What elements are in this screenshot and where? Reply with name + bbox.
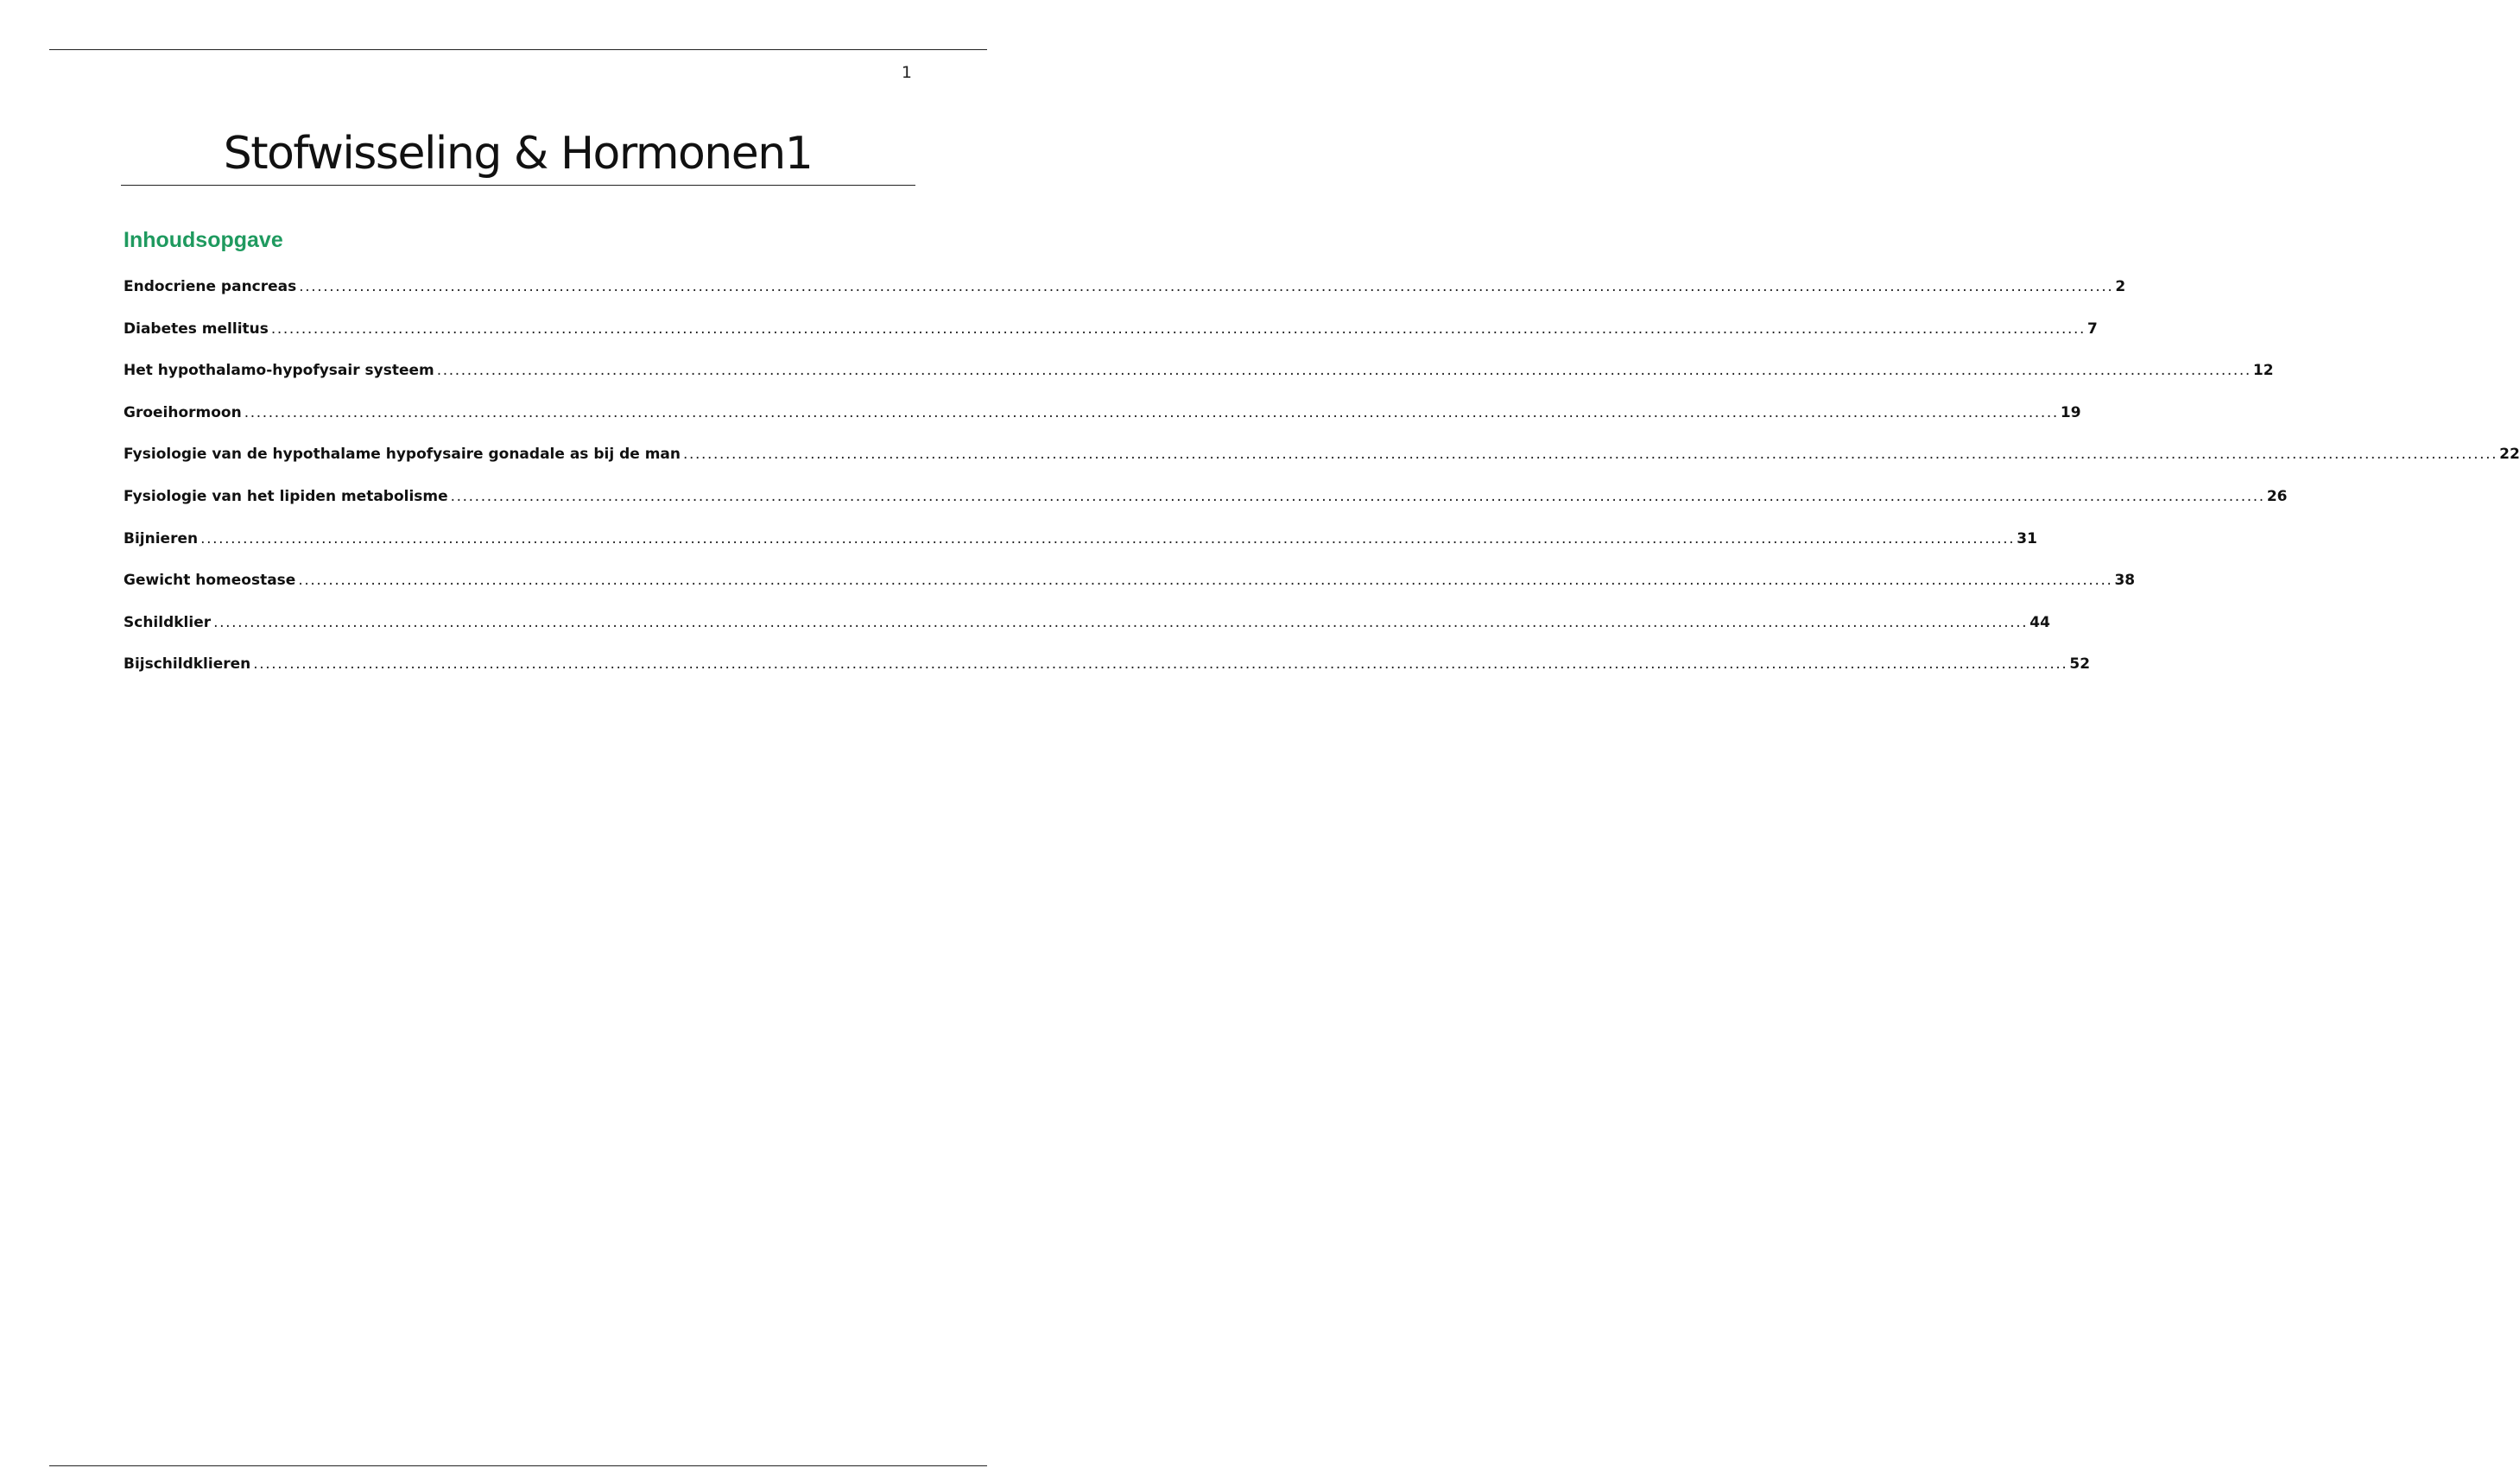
toc-entry-hypothalamo-hypofysair-systeem[interactable]: [123, 362, 2274, 383]
footer-rule: [49, 1465, 987, 1466]
toc-entry-page: 7: [2087, 320, 2098, 338]
toc-entry-label: Bijschildklieren: [123, 655, 251, 674]
toc-entry-bijnieren[interactable]: [123, 529, 2037, 551]
toc-entry-diabetes-mellitus[interactable]: [123, 320, 2098, 341]
toc-heading: Inhoudsopgave: [123, 228, 283, 252]
toc-entry-page: 26: [2266, 487, 2288, 505]
toc-dot-leader: ............................................................................................................................................................................................................................................................................................................: [270, 320, 2086, 338]
toc-entry-schildklier[interactable]: [123, 613, 2050, 635]
title-underline: [121, 185, 915, 186]
toc-entry-gewicht-homeostase[interactable]: [123, 572, 2136, 592]
header-rule: [49, 49, 987, 50]
toc-entry-label: Endocriene pancreas: [123, 278, 297, 295]
toc-entry-label: Schildklier: [123, 613, 212, 631]
toc-entry-page: 12: [2252, 362, 2274, 380]
toc-entry-page: 2: [2115, 278, 2126, 295]
document-title: Stofwisseling & Hormonen1: [223, 128, 813, 180]
toc-dot-leader: ............................................................................................................................................................................................................................................................................................................: [213, 613, 2029, 631]
toc-dot-leader: ............................................................................................................................................................................................................................................................................................................: [200, 529, 2016, 547]
toc-entry-label: Diabetes mellitus: [123, 320, 269, 338]
toc-entry-label: Bijnieren: [123, 529, 199, 547]
toc-entry-label: Fysiologie van de hypothalame hypofysaire gonadale as bij de man: [123, 446, 681, 464]
toc-entry-page: 44: [2029, 613, 2050, 631]
toc-entry-label: Gewicht homeostase: [123, 572, 296, 590]
toc-dot-leader: ............................................................................................................................................................................................................................................................................................................: [244, 403, 2059, 421]
toc-entry-page: 19: [2060, 403, 2081, 421]
toc-dot-leader: ............................................................................................................................................................................................................................................................................................................: [682, 446, 2498, 464]
toc-entry-page: 38: [2114, 572, 2136, 590]
toc-dot-leader: ............................................................................................................................................................................................................................................................................................................: [299, 278, 2114, 295]
toc-entry-lipiden-metabolisme[interactable]: [123, 487, 2288, 509]
toc-entry-page: 31: [2017, 529, 2037, 547]
toc-dot-leader: ............................................................................................................................................................................................................................................................................................................: [436, 362, 2251, 380]
toc-entry-page: 52: [2069, 655, 2091, 674]
toc-dot-leader: ............................................................................................................................................................................................................................................................................................................: [298, 572, 2113, 590]
toc-entry-page: 22: [2499, 446, 2520, 464]
toc-dot-leader: ............................................................................................................................................................................................................................................................................................................: [450, 487, 2265, 505]
toc-entry-groeihormoon[interactable]: [123, 403, 2081, 425]
toc-dot-leader: ............................................................................................................................................................................................................................................................................................................: [253, 655, 2068, 674]
toc-entry-gonadale-as[interactable]: [123, 446, 2520, 466]
table-of-contents: [123, 278, 2520, 698]
toc-entry-label: Fysiologie van het lipiden metabolisme: [123, 487, 448, 505]
toc-entry-label: Groeihormoon: [123, 403, 242, 421]
page-number: 1: [901, 63, 912, 82]
toc-entry-endocriene-pancreas[interactable]: [123, 278, 2126, 299]
toc-entry-bijschildklieren[interactable]: [123, 655, 2091, 676]
toc-entry-label: Het hypothalamo-hypofysair systeem: [123, 362, 434, 380]
